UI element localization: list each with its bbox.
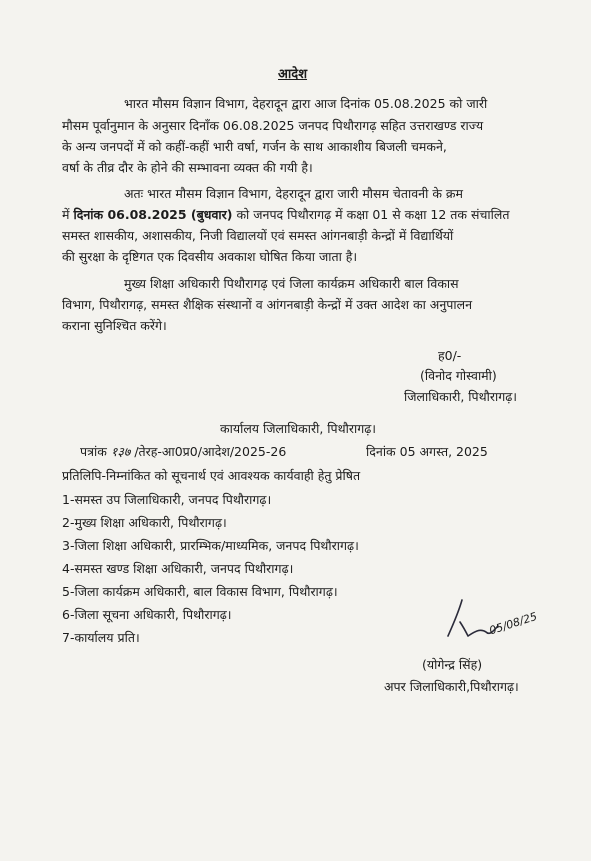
copy-item: 2-मुख्य शिक्षा अधिकारी, पिथौरागढ़। bbox=[62, 515, 227, 530]
copy-item: 1-समस्त उप जिलाधिकारी, जनपद पिथौरागढ़। bbox=[62, 492, 272, 507]
signatory-designation: जिलाधिकारी, पिथौरागढ़। bbox=[404, 389, 518, 404]
reference-number bbox=[80, 446, 286, 459]
signatory-name: (विनोद गोस्वामी) bbox=[420, 368, 497, 383]
office-heading: कार्यालय जिलाधिकारी, पिथौरागढ़। bbox=[220, 421, 377, 436]
para3-line3: कराना सुनिश्चित करेंगे। bbox=[62, 318, 167, 333]
order-title: आदेश bbox=[278, 67, 308, 82]
ref-rest: /तेरह-आ0प्र0/आदेश/2025-26 bbox=[134, 444, 287, 459]
copy-item: 6-जिला सूचना अधिकारी, पिथौरागढ़। bbox=[62, 607, 232, 622]
office-date: दिनांक 05 अगस्त, 2025 bbox=[366, 444, 488, 459]
signed-mark: ह0/- bbox=[438, 348, 462, 363]
para3-line2: विभाग, पिथौरागढ़, समस्त शैक्षिक संस्थानों व आंगनबाड़ी केन्द्रों में उक्त आदेश का अनुपालन bbox=[62, 297, 473, 312]
para2-line3: समस्त शासकीय, अशासकीय, निजी विद्यालयों एवं समस्त आंगनबाड़ी केन्द्रों में विद्यार्थियों bbox=[62, 228, 454, 243]
para3-line1: मुख्य शिक्षा अधिकारी पिथौरागढ़ एवं जिला कार्यक्रम अधिकारी बाल विकास bbox=[124, 276, 459, 291]
para1-line2: मौसम पूर्वानुमान के अनुसार दिनाँक 06.08.2025 जनपद पिथौरागढ़ सहित उत्तराखण्ड राज्य bbox=[62, 118, 484, 133]
copy-item: 3-जिला शिक्षा अधिकारी, प्रारम्भिक/माध्यमिक, जनपद पिथौरागढ़। bbox=[62, 538, 359, 553]
ref-number: १३७ bbox=[110, 444, 131, 459]
copy-item: 5-जिला कार्यक्रम अधिकारी, बाल विकास विभाग, पिथौरागढ़। bbox=[62, 584, 338, 599]
para2-line4: की सुरक्षा के दृष्टिगत एक दिवसीय अवकाश घोषित किया जाता है। bbox=[62, 249, 358, 264]
para2-line2-rest: को जनपद पिथौरागढ़ में कक्षा 01 से कक्षा 12 तक संचालित bbox=[236, 207, 510, 222]
copy-item: 7-कार्यालय प्रति। bbox=[62, 630, 140, 645]
para1-line3: के अन्य जनपदों में को कहीं-कहीं भारी वर्षा, गर्जन के साथ आकाशीय बिजली चमकने, bbox=[62, 139, 447, 154]
para1-line1: भारत मौसम विज्ञान विभाग, देहरादून द्वारा आज दिनांक 05.08.2025 को जारी bbox=[124, 96, 488, 111]
final-signatory-designation: अपर जिलाधिकारी,पिथौरागढ़। bbox=[384, 679, 519, 694]
holiday-date: दिनांक 06.08.2025 (बुधवार) bbox=[73, 207, 233, 222]
para2-line1: अतः भारत मौसम विज्ञान विभाग, देहरादून द्वारा जारी मौसम चेतावनी के क्रम bbox=[124, 186, 463, 201]
para2-line2 bbox=[62, 209, 509, 222]
copy-item: 4-समस्त खण्ड शिक्षा अधिकारी, जनपद पिथौरागढ़। bbox=[62, 561, 294, 576]
handwritten-date: 05/08/25 bbox=[487, 609, 539, 638]
ref-label: पत्रांक bbox=[80, 444, 107, 459]
final-signatory-name: (योगेन्द्र सिंह) bbox=[422, 657, 483, 672]
para1-line4: वर्षा के तीव्र दौर के होने की सम्भावना व्यक्त की गयी है। bbox=[62, 160, 313, 175]
copy-intro: प्रतिलिपि-निम्नांकित को सूचनार्थ एवं आवश्यक कार्यवाही हेतु प्रेषित bbox=[62, 468, 361, 483]
para2-line2-prefix: में bbox=[62, 207, 70, 222]
